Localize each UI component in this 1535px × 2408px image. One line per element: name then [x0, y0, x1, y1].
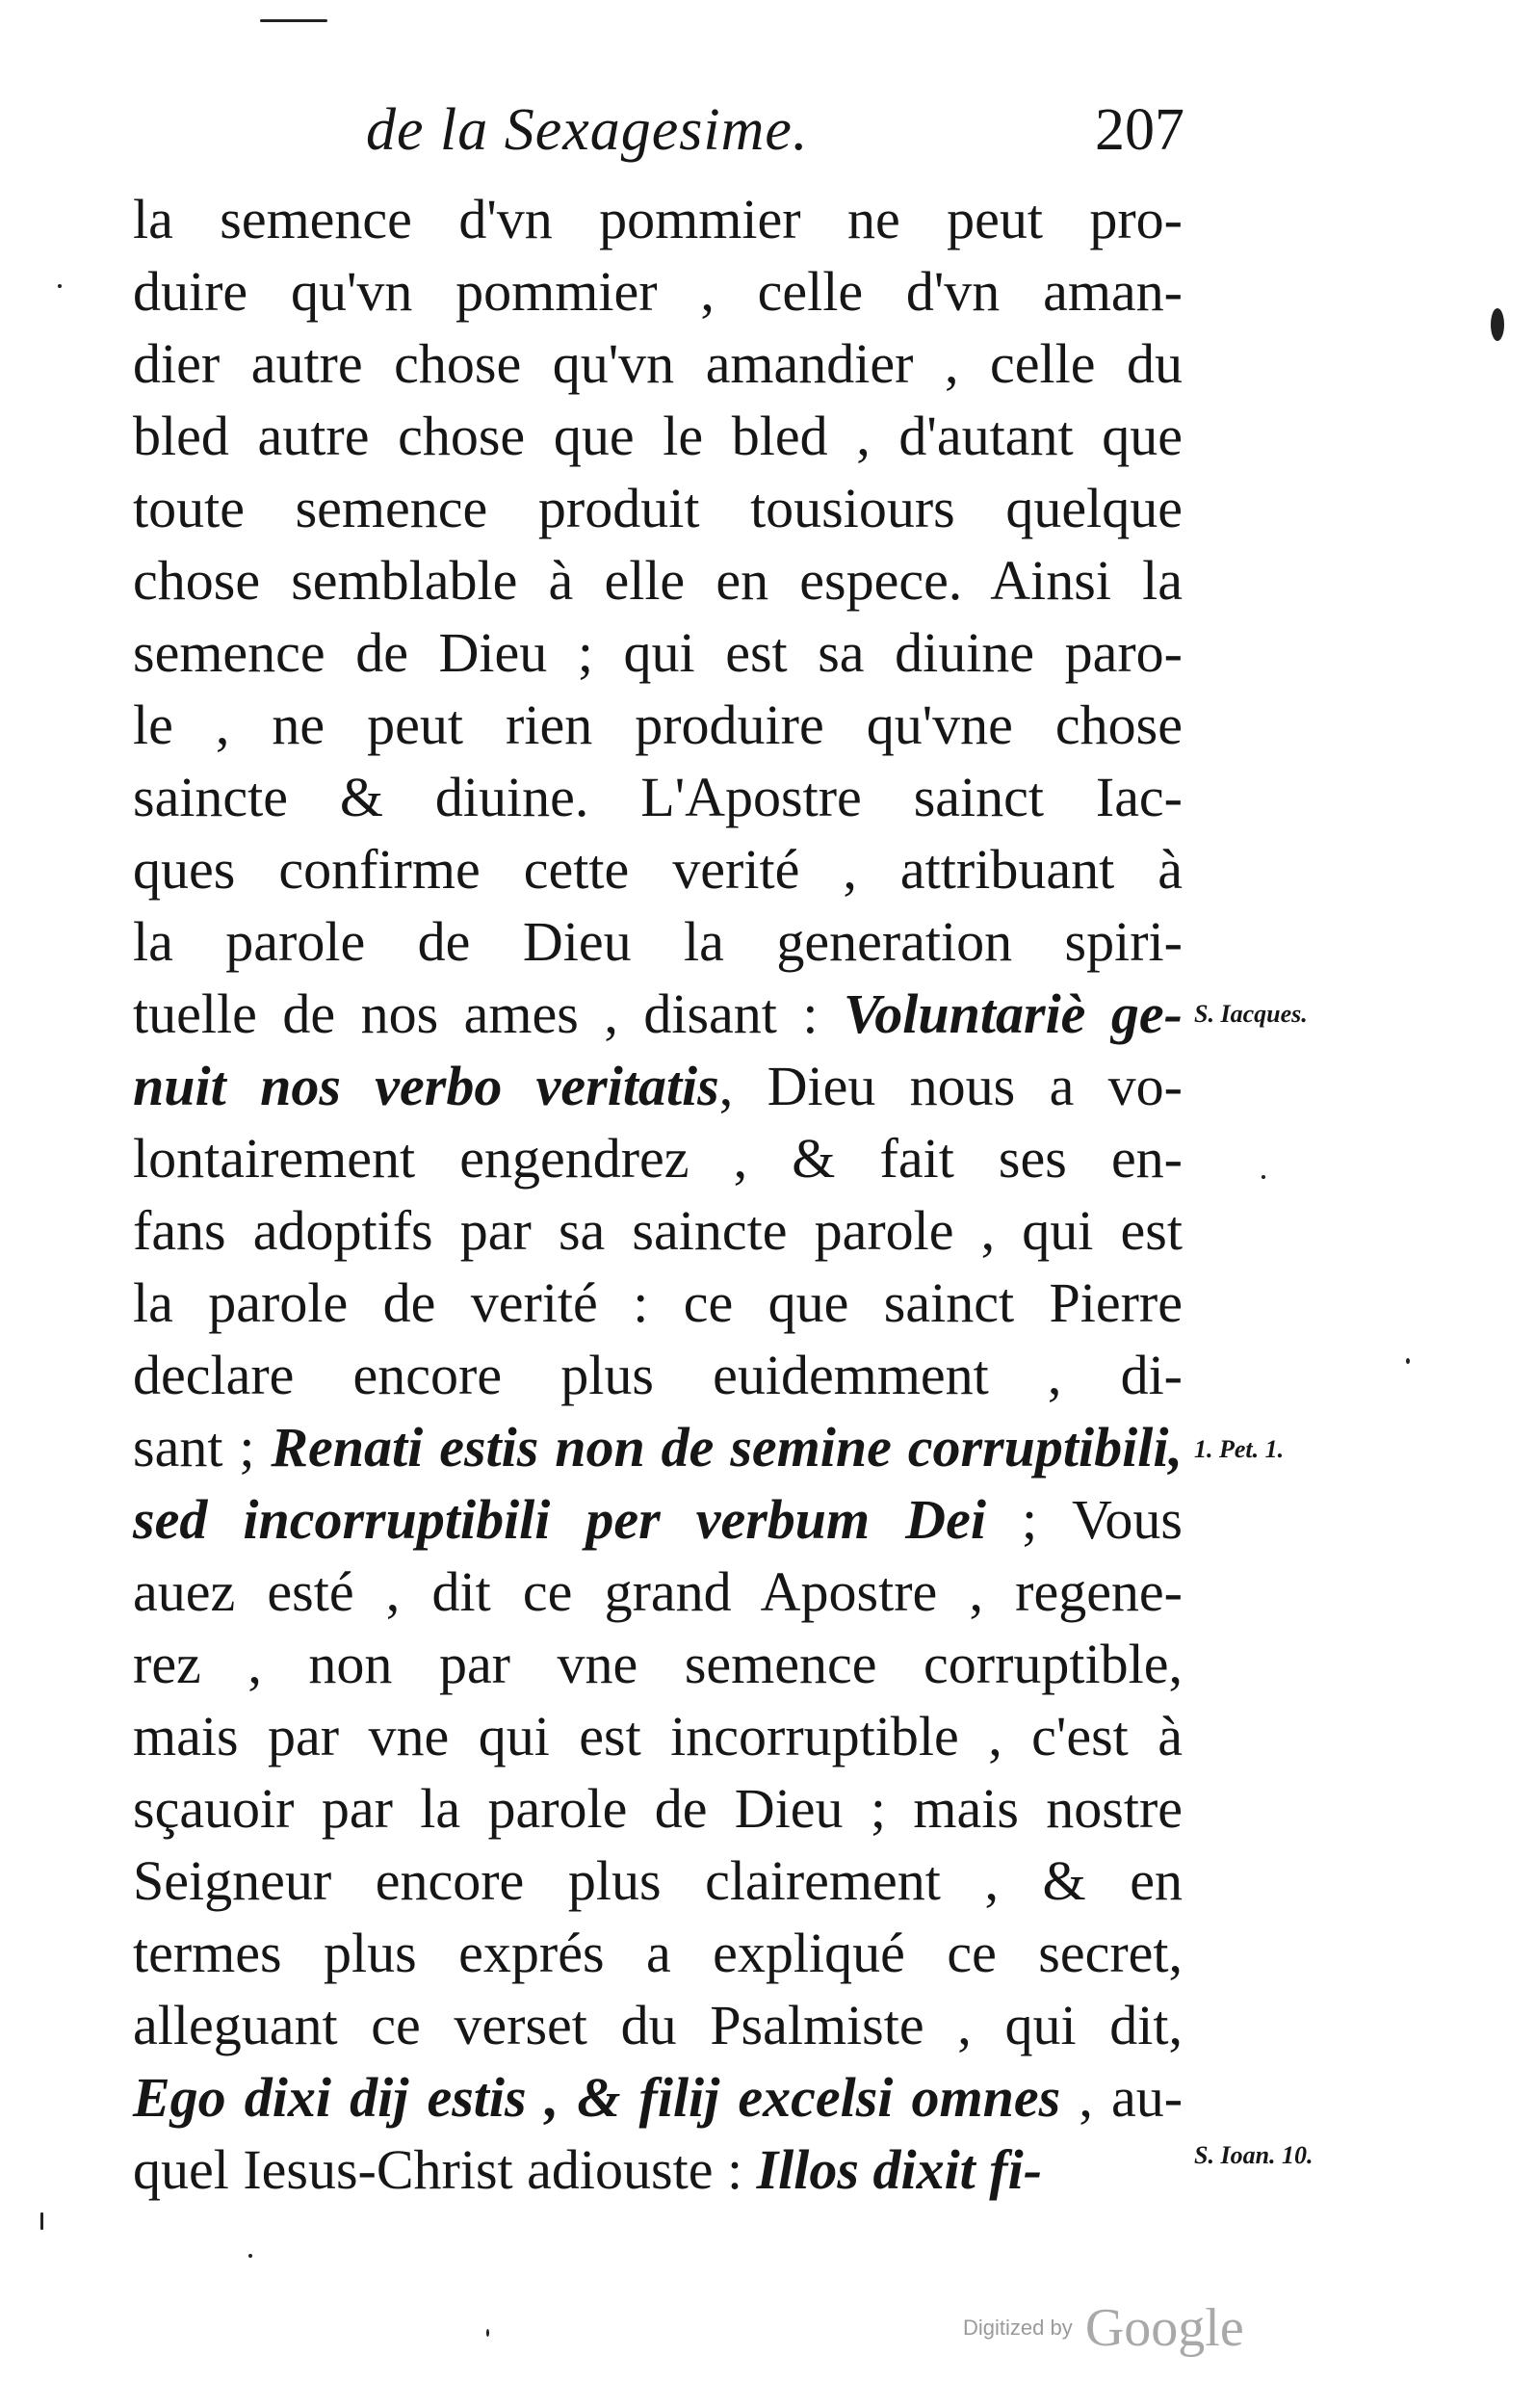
text-line: saincte & diuine. L'Apostre sainct Iac-	[133, 766, 1183, 828]
text-line: chose semblable à elle en espece. Ainsi la	[133, 549, 1183, 612]
latin-quote: sed incorruptibili per verbum Dei	[133, 1488, 986, 1551]
text-line: la parole de Dieu la generation spiri-	[133, 910, 1183, 973]
latin-quote: Voluntariè ge-	[844, 982, 1183, 1045]
text-line: duire qu'vn pommier , celle d'vn aman-	[133, 260, 1183, 323]
text-line: ques confirme cette verité , attribuant à	[133, 838, 1183, 901]
latin-quote: Illos dixit fi-	[756, 2138, 1043, 2201]
google-watermark	[963, 2297, 1244, 2359]
page-header	[366, 96, 1204, 164]
margin-note-john: S. Ioan. 10.	[1194, 2141, 1314, 2169]
text-line: nuit nos verbo veritatis, Dieu nous a vo-	[133, 1055, 1183, 1117]
scan-speck	[1491, 308, 1504, 341]
latin-quote: Renati estis non de semine corruptibili,	[271, 1416, 1183, 1479]
scan-speck	[40, 2212, 43, 2230]
text-line: la semence d'vn pommier ne peut pro-	[133, 188, 1183, 250]
text-line: Ego dixi dij estis , & filij excelsi omnes , au-	[133, 2066, 1184, 2129]
google-logo: Google	[1084, 2298, 1244, 2358]
latin-quote: Ego dixi dij estis , & filij excelsi omnes	[133, 2066, 1061, 2129]
text-line: declare encore plus euidemment , di-	[133, 1344, 1183, 1406]
text-line: toute semence produit tousiours quelque	[133, 477, 1183, 539]
scan-speck	[1406, 1358, 1410, 1364]
scan-speck	[58, 284, 62, 288]
text-line: lontairement engendrez , & fait ses en-	[133, 1127, 1183, 1190]
text-line: la parole de verité : ce que sainct Pierre	[133, 1271, 1183, 1334]
text-line: sçauoir par la parole de Dieu ; mais nostre	[133, 1777, 1183, 1840]
margin-note-jacques: S. Iacques.	[1194, 1000, 1308, 1028]
scan-speck	[486, 2329, 489, 2337]
text-line: termes plus exprés a expliqué ce secret,	[133, 1922, 1183, 1984]
text-line: fans adoptifs par sa saincte parole , qui est	[133, 1199, 1183, 1262]
text-line: bled autre chose que le bled , d'autant que	[133, 405, 1183, 467]
text-line: dier autre chose qu'vn amandier , celle du	[133, 332, 1183, 395]
digitized-by-text: Digitized by	[963, 2316, 1073, 2340]
text-line: Seigneur encore plus clairement , & en	[133, 1849, 1183, 1912]
body-text	[133, 183, 1183, 2206]
text-line: sed incorruptibili per verbum Dei ; Vous	[133, 1488, 1184, 1551]
text-line: mais par vne qui est incorruptible , c'est à	[133, 1705, 1183, 1767]
text-line: le , ne peut rien produire qu'vne chose	[133, 694, 1183, 756]
page-number: 207	[1095, 97, 1184, 163]
text-line: quel Iesus-Christ adiouste : Illos dixit fi-	[133, 2138, 1043, 2201]
text-line: alleguant ce verset du Psalmiste , qui dit,	[133, 1994, 1183, 2056]
scan-speck	[260, 19, 327, 22]
margin-note-peter: 1. Pet. 1.	[1194, 1435, 1285, 1463]
text-line: sant ; Renati estis non de semine corruptibili,	[133, 1416, 1183, 1479]
scan-speck	[248, 2254, 252, 2258]
latin-quote: nuit nos verbo veritatis	[133, 1055, 719, 1117]
text-line: tuelle de nos ames , disant : Voluntariè ge-	[133, 982, 1183, 1045]
text-line: semence de Dieu ; qui est sa diuine paro-	[133, 621, 1183, 684]
text-line: rez , non par vne semence corruptible,	[133, 1633, 1183, 1695]
scan-speck	[1262, 1175, 1265, 1179]
running-title: de la Sexagesime.	[366, 97, 809, 163]
text-line: auez esté , dit ce grand Apostre , regene-	[133, 1560, 1183, 1623]
